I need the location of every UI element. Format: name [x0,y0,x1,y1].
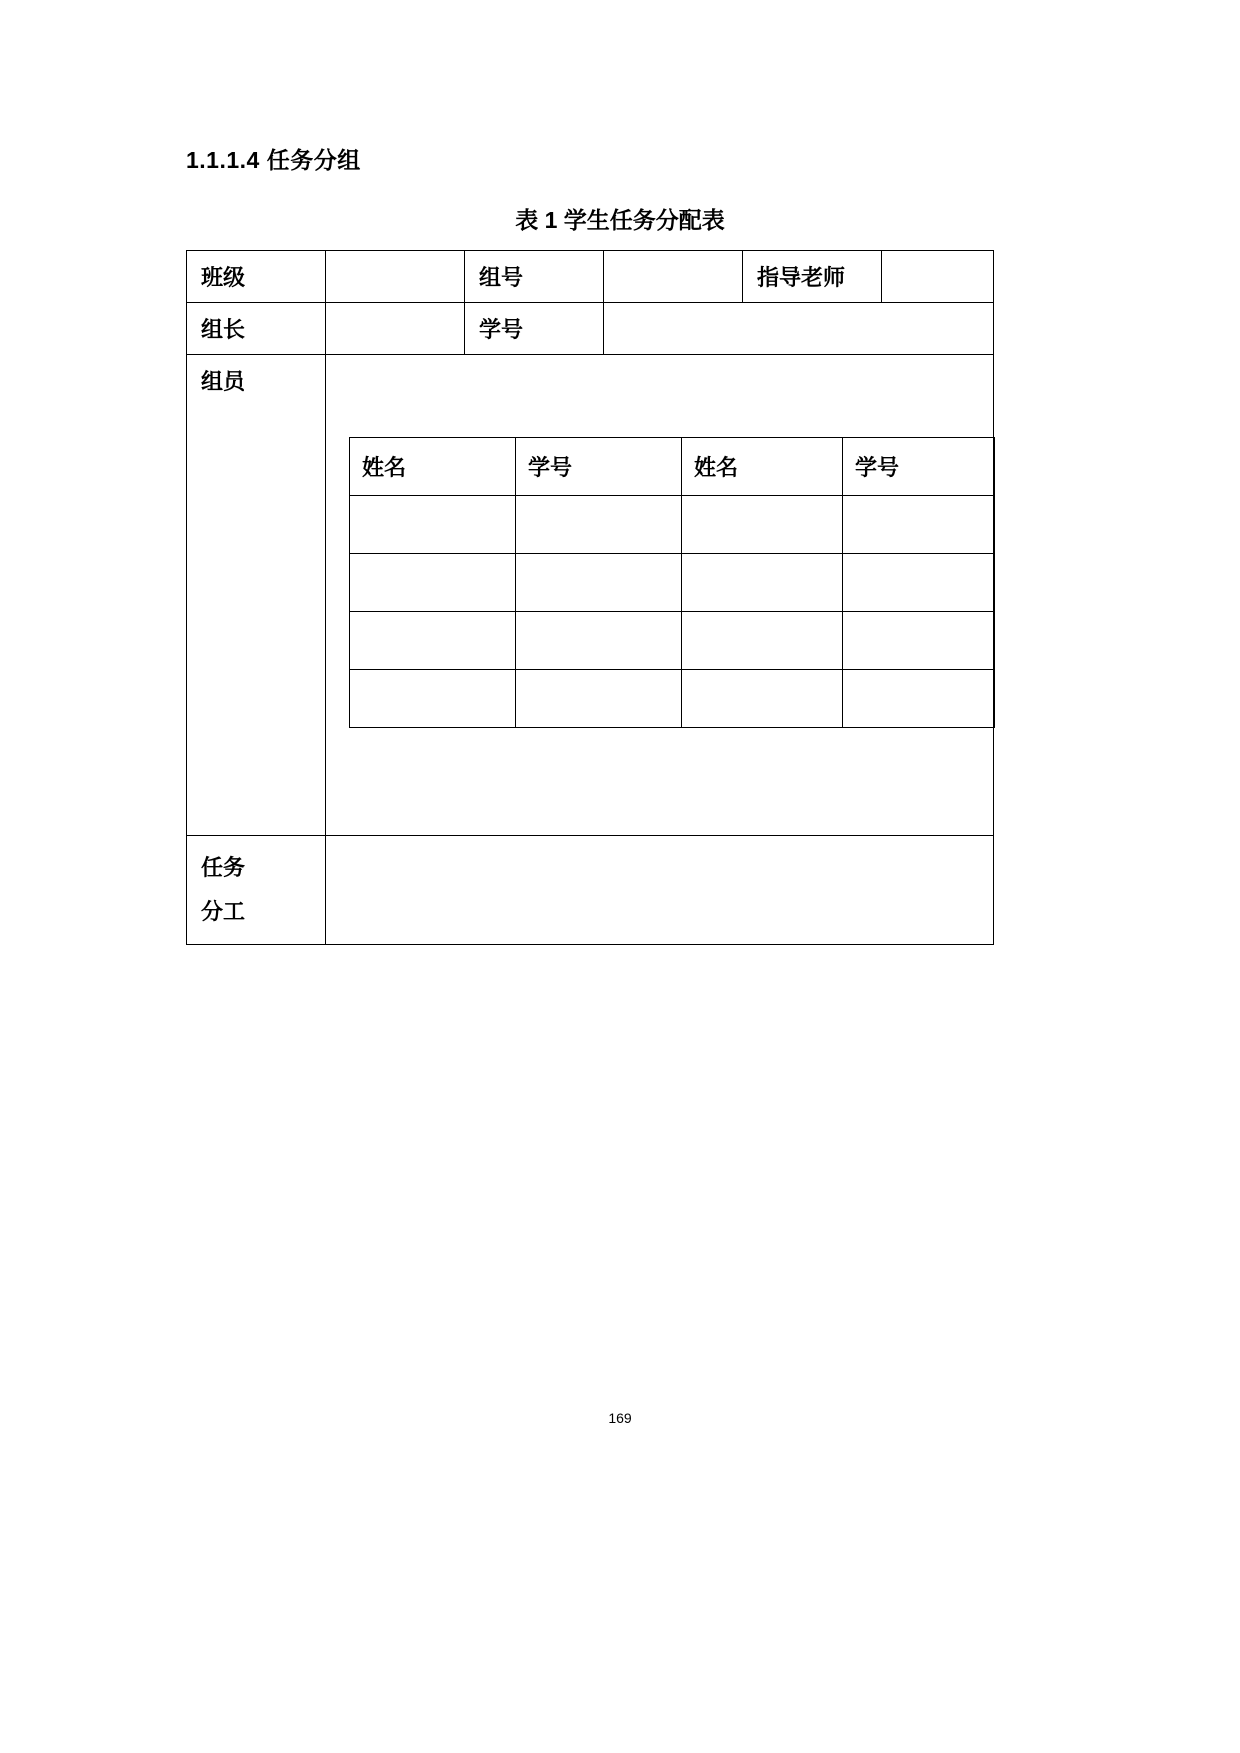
cell-member-id[interactable] [516,554,682,612]
cell-member-id[interactable] [516,670,682,728]
table-row-task-division [187,836,994,945]
table-row-members [187,355,994,836]
group-members-area [326,355,994,836]
cell-member-id[interactable] [516,612,682,670]
table-row [187,251,994,303]
field-student-id[interactable] [604,303,994,355]
section-heading: 1.1.1.4 任务分组 [186,147,361,173]
table-header-row [350,438,995,496]
table-row [350,670,995,728]
label-group-members: 组员 [187,355,326,836]
field-instructor[interactable] [882,251,994,303]
label-group-leader: 组长 [187,303,326,355]
cell-member-name[interactable] [350,612,516,670]
table-row [350,612,995,670]
label-group-number: 组号 [465,251,604,303]
label-class: 班级 [187,251,326,303]
column-header-name-1: 姓名 [350,438,516,496]
group-members-wrap [340,365,979,825]
table-row [350,554,995,612]
student-task-assignment-table [186,250,994,945]
column-header-id-1: 学号 [516,438,682,496]
page-number: 169 [608,1410,632,1426]
members-detail-table [349,437,995,728]
table-row [350,496,995,554]
cell-member-name[interactable] [350,554,516,612]
field-class[interactable] [326,251,465,303]
field-group-number[interactable] [604,251,743,303]
cell-member-name[interactable] [350,670,516,728]
cell-member-name[interactable] [682,612,843,670]
cell-member-name[interactable] [682,496,843,554]
table-row [187,303,994,355]
label-task-division-line1: 任务 [201,855,246,880]
cell-member-id[interactable] [843,670,995,728]
column-header-id-2: 学号 [843,438,995,496]
cell-member-name[interactable] [350,496,516,554]
label-student-id: 学号 [465,303,604,355]
table-caption: 表 1 学生任务分配表 [515,207,725,233]
cell-member-id[interactable] [843,554,995,612]
cell-member-id[interactable] [843,496,995,554]
column-header-name-2: 姓名 [682,438,843,496]
field-group-leader[interactable] [326,303,465,355]
cell-member-name[interactable] [682,554,843,612]
cell-member-id[interactable] [516,496,682,554]
field-task-division[interactable] [326,836,994,945]
label-instructor: 指导老师 [743,251,882,303]
label-task-division-line2: 分工 [201,899,246,924]
label-task-division [187,836,326,945]
cell-member-name[interactable] [682,670,843,728]
cell-member-id[interactable] [843,612,995,670]
